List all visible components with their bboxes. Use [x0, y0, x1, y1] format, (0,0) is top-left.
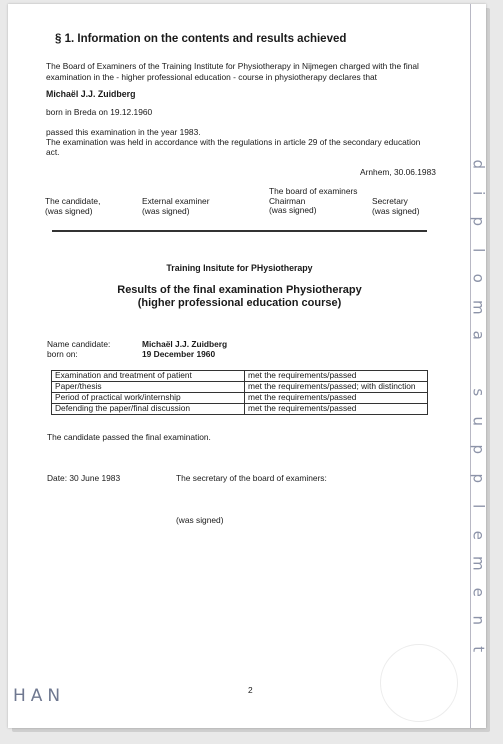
- side-word-letter: o: [469, 273, 488, 283]
- table-cell-result: met the requirements/passed: [245, 371, 428, 382]
- side-word-letter: i: [469, 190, 488, 195]
- section-divider: [52, 230, 427, 232]
- table-cell-result: met the requirements/passed: [245, 404, 428, 415]
- born-line: born in Breda on 19.12.1960: [46, 107, 153, 117]
- passed-line-3: act.: [46, 147, 60, 157]
- signature-candidate: [45, 197, 100, 216]
- table-cell-result: met the requirements/passed: [245, 393, 428, 404]
- diploma-supplement-vertical-text: [458, 150, 498, 663]
- side-word-letter: d: [469, 159, 488, 170]
- signature-external-note: (was signed): [142, 205, 190, 216]
- table-cell-subject: Period of practical work/internship: [52, 393, 245, 404]
- signature-external-label: External examiner: [142, 196, 210, 206]
- name-candidate-label: Name candidate:: [47, 339, 111, 349]
- signature-external: [142, 197, 210, 216]
- table-row: [52, 382, 428, 393]
- section-heading: § 1. Information on the contents and results achieved: [55, 33, 347, 45]
- table-cell-result: met the requirements/passed; with distinction: [245, 382, 428, 393]
- signature-candidate-note: (was signed): [45, 205, 93, 216]
- side-word-letter: a: [469, 330, 488, 340]
- side-word-letter: m: [469, 299, 488, 315]
- passed-line-1: passed this examination in the year 1983.: [46, 127, 201, 137]
- table-cell-subject: Paper/thesis: [52, 382, 245, 393]
- document-page: [8, 4, 486, 728]
- results-title-line-1: Results of the final examination Physiotherapy: [117, 284, 362, 296]
- side-word-letter: p: [469, 444, 488, 455]
- table-row: [52, 393, 428, 404]
- passed-final-statement: The candidate passed the final examination.: [47, 432, 211, 442]
- side-word-letter: e: [469, 530, 488, 540]
- signature-secretary-note: (was signed): [372, 205, 420, 216]
- side-word-letter: t: [469, 645, 488, 652]
- signature-board-label: The board of examiners: [269, 186, 358, 196]
- results-title-line-2: (higher professional education course): [137, 297, 342, 309]
- signature-secretary-label: Secretary: [372, 196, 408, 206]
- side-word-letter: p: [469, 216, 488, 227]
- side-word-letter: p: [469, 472, 488, 483]
- secretary-line: The secretary of the board of examiners:: [176, 473, 327, 483]
- table-row: [52, 371, 428, 382]
- side-word-letter: n: [469, 615, 488, 625]
- intro-line-1: The Board of Examiners of the Training Institute for Physiotherapy in Nijmegen charged with the final: [46, 61, 419, 71]
- side-word-letter: l: [469, 247, 488, 252]
- signature-board-note: (was signed): [269, 205, 317, 215]
- institute-name: Training Insitute for PHysiotherapy: [166, 263, 313, 273]
- signature-board: [269, 187, 357, 216]
- han-logo: HAN: [13, 686, 66, 706]
- page-number: 2: [248, 685, 253, 695]
- side-word-letter: e: [469, 587, 488, 597]
- signature-board-role: Chairman: [269, 195, 306, 206]
- passed-line-2: The examination was held in accordance with the regulations in article 29 of the secondary education: [46, 137, 421, 147]
- side-word-letter: l: [469, 504, 488, 509]
- date-line: Date: 30 June 1983: [47, 473, 121, 483]
- side-word-letter: s: [469, 388, 488, 397]
- was-signed-note: (was signed): [176, 515, 224, 525]
- born-on-label: born on:: [47, 349, 78, 359]
- candidate-name: Michaël J.J. Zuidberg: [46, 89, 136, 99]
- born-on-value: 19 December 1960: [142, 349, 216, 359]
- table-cell-subject: Examination and treatment of patient: [52, 371, 245, 382]
- table-row: [52, 404, 428, 415]
- embossed-seal: [380, 644, 458, 722]
- side-word-letter: u: [469, 415, 488, 426]
- signature-secretary: [372, 197, 419, 216]
- name-candidate-value: Michaël J.J. Zuidberg: [142, 339, 228, 349]
- place-date: Arnhem, 30.06.1983: [360, 167, 436, 177]
- results-table: [51, 370, 428, 415]
- signature-candidate-label: The candidate,: [45, 196, 101, 206]
- side-word-letter: m: [469, 555, 488, 571]
- intro-line-2: examination in the - higher professional education - course in physiotherapy declares that: [46, 72, 378, 82]
- table-cell-subject: Defending the paper/final discussion: [52, 404, 245, 415]
